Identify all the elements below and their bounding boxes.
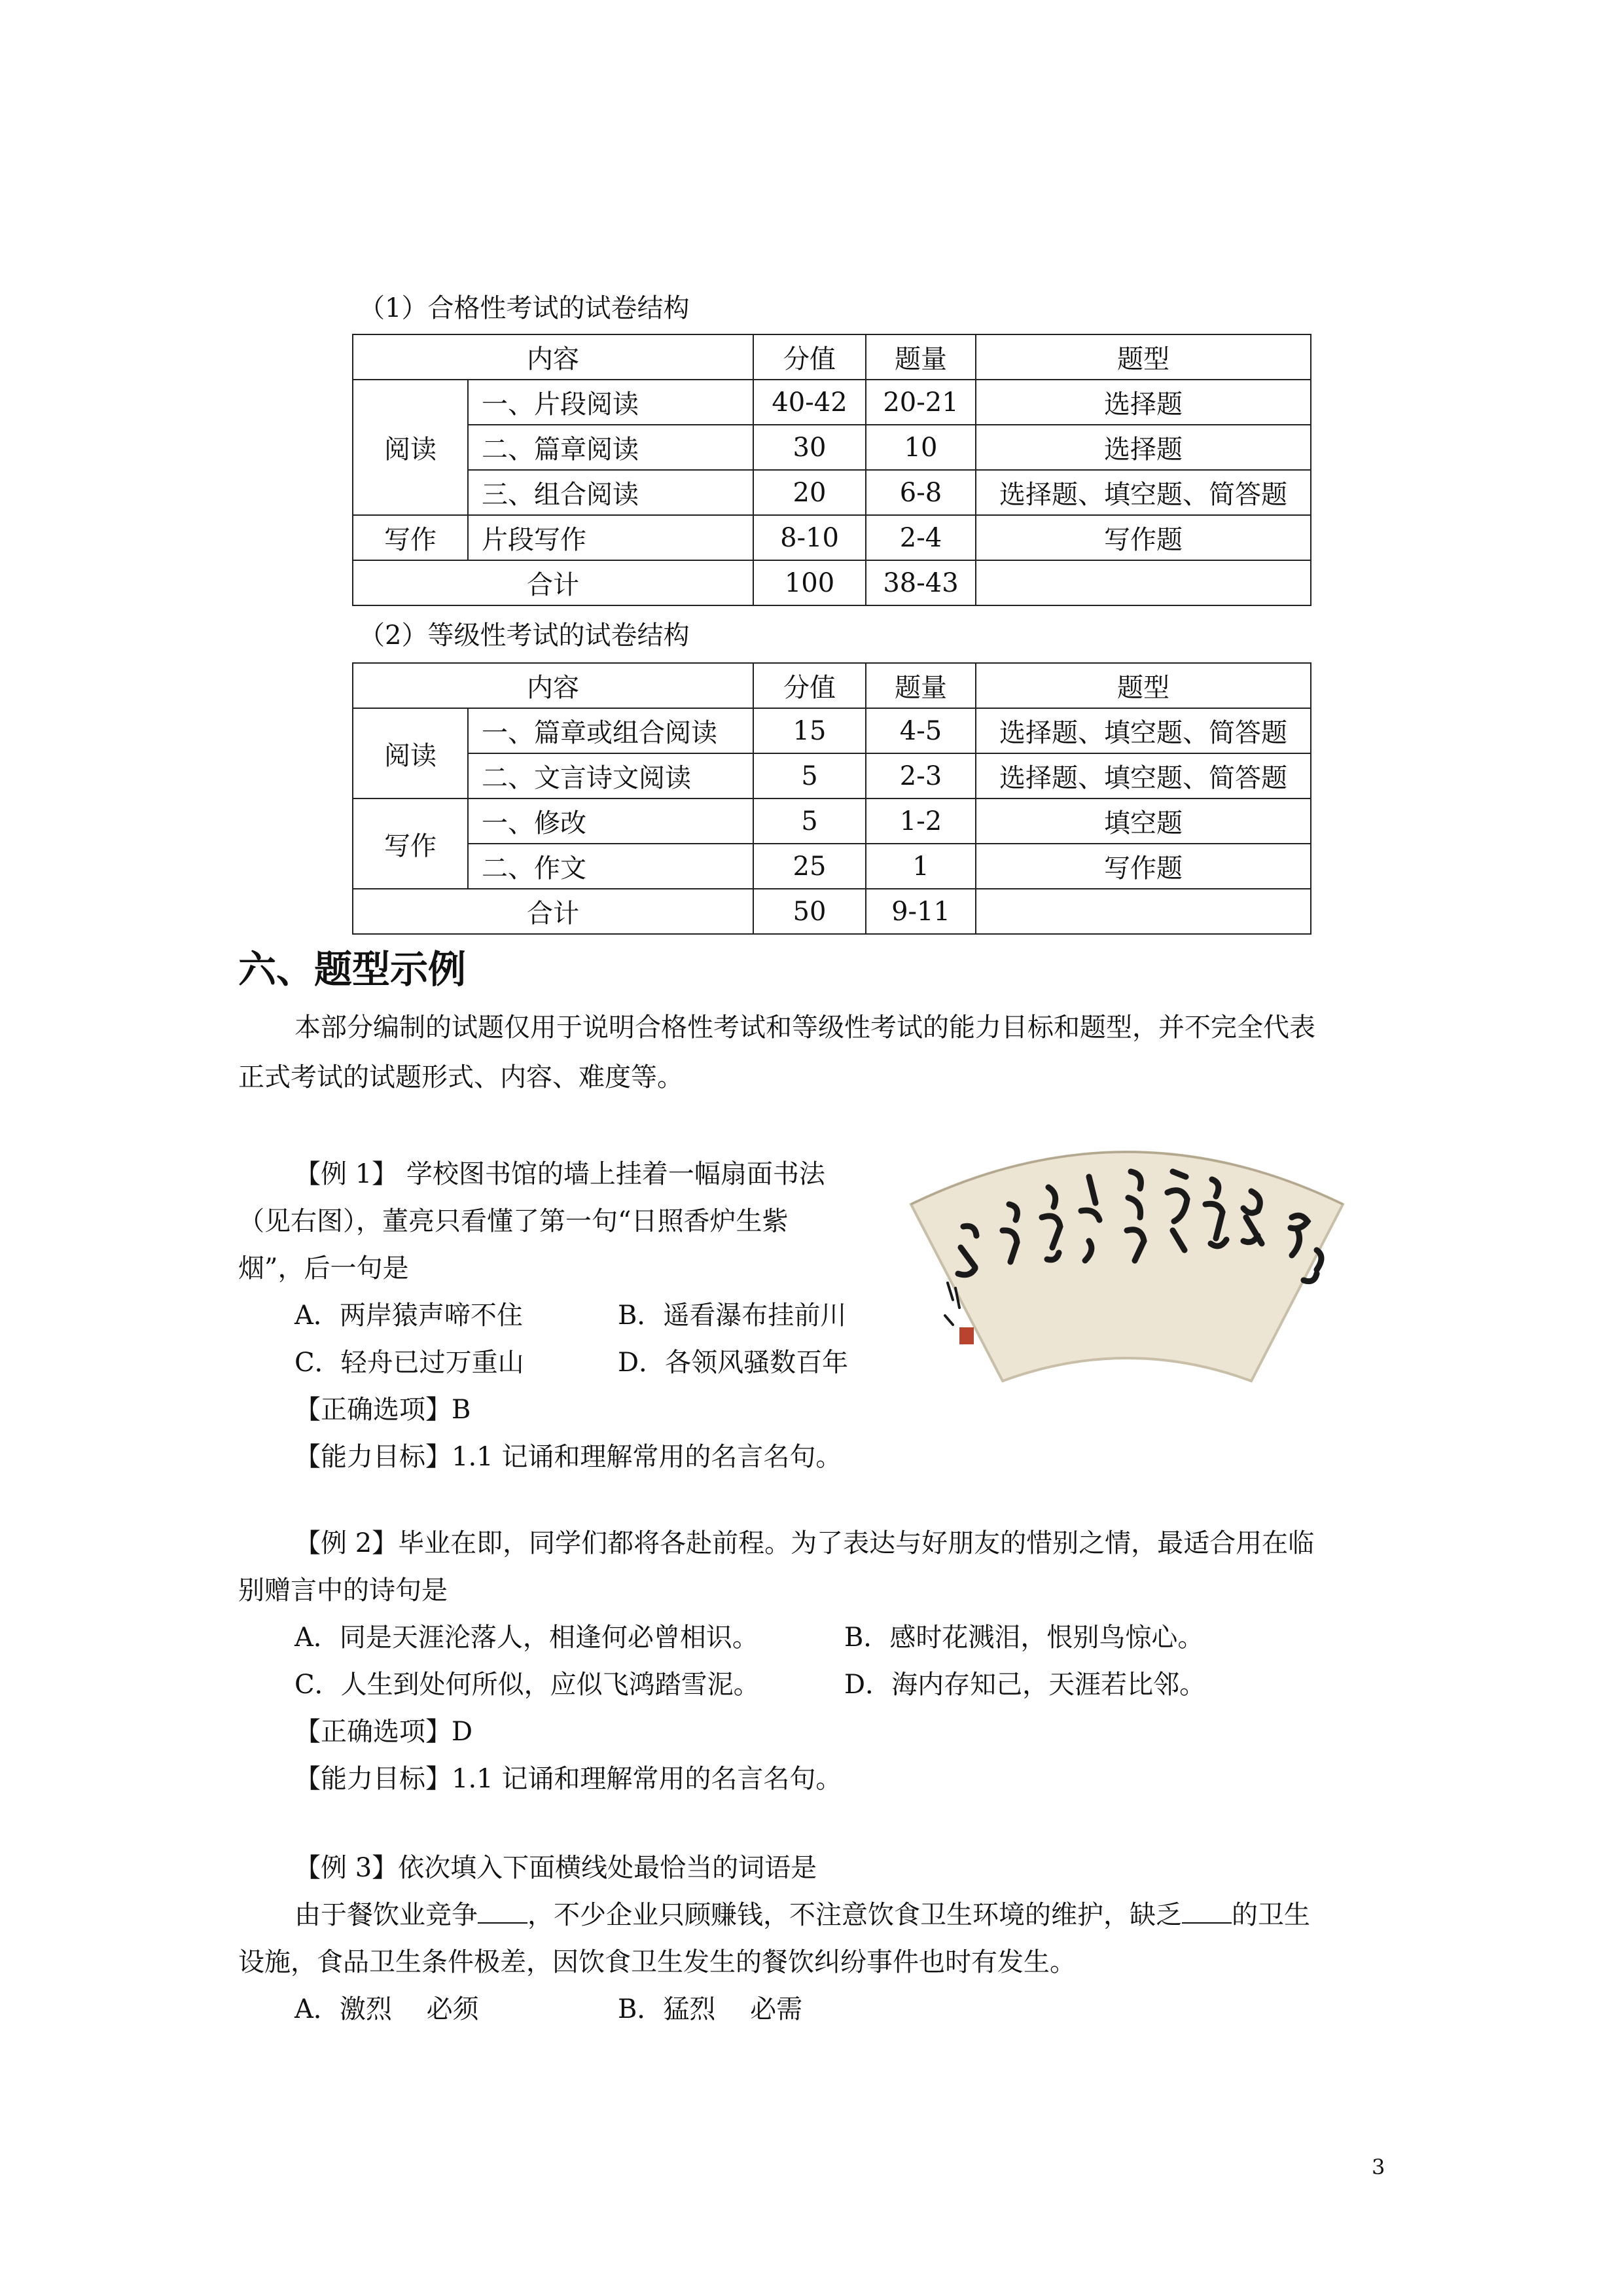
table-header-row <box>353 334 1311 380</box>
row-score: 5 <box>753 798 866 844</box>
table1-caption: （1）合格性考试的试卷结构 <box>359 293 690 323</box>
example2-option-b: B．感时花溅泪，恨别鸟惊心。 <box>844 1623 1204 1653</box>
row-score: 5 <box>753 753 866 798</box>
header-content: 内容 <box>353 334 753 380</box>
group-reading: 阅读 <box>353 708 468 798</box>
table-row <box>353 425 1311 470</box>
row-score: 8-10 <box>753 515 866 560</box>
total-count: 9-11 <box>866 889 976 934</box>
example2-option-a: A．同是天涯沦落人，相逢何必曾相识。 <box>294 1623 758 1653</box>
total-type <box>976 889 1311 934</box>
example1-ability-target: 【能力目标】1.1 记诵和理解常用的名言名句。 <box>294 1442 842 1472</box>
row-item: 二、作文 <box>468 844 753 889</box>
row-type: 选择题、填空题、简答题 <box>976 753 1311 798</box>
header-count: 题量 <box>866 663 976 708</box>
group-writing: 写作 <box>353 798 468 889</box>
table-row <box>353 753 1311 798</box>
table2 <box>352 662 1311 935</box>
table-row <box>353 515 1311 560</box>
total-label: 合计 <box>353 889 753 934</box>
section-heading: 六、题型示例 <box>238 947 467 992</box>
example3-text-part1: 由于餐饮业竞争 <box>294 1900 478 1930</box>
blank-line <box>478 1900 527 1924</box>
example3-text-part2: ，不少企业只顾赚钱，不注意饮食卫生环境的维护，缺乏 <box>527 1900 1182 1930</box>
intro-line-1: 本部分编制的试题仅用于说明合格性考试和等级性考试的能力目标和题型，并不完全代表 <box>294 1013 1315 1043</box>
table2-caption: （2）等级性考试的试卷结构 <box>359 620 690 651</box>
header-count: 题量 <box>866 334 976 380</box>
example1-option-d: D．各领风骚数百年 <box>618 1348 849 1378</box>
row-item: 二、篇章阅读 <box>468 425 753 470</box>
row-count: 4-5 <box>866 708 976 753</box>
row-type: 写作题 <box>976 515 1311 560</box>
row-score: 25 <box>753 844 866 889</box>
table1 <box>352 334 1311 606</box>
example3-option-a: A．激烈 必须 <box>294 1994 479 2024</box>
group-reading: 阅读 <box>353 380 468 515</box>
row-type: 选择题、填空题、简答题 <box>976 470 1311 515</box>
row-item: 片段写作 <box>468 515 753 560</box>
page-number: 3 <box>1372 2155 1385 2179</box>
row-type: 选择题、填空题、简答题 <box>976 708 1311 753</box>
row-count: 2-3 <box>866 753 976 798</box>
row-count: 10 <box>866 425 976 470</box>
example3-line-1: 【例 3】依次填入下面横线处最恰当的词语是 <box>294 1853 817 1883</box>
total-score: 100 <box>753 560 866 605</box>
example3-option-b: B．猛烈 必需 <box>618 1994 803 2024</box>
example1-option-b: B．遥看瀑布挂前川 <box>618 1300 847 1331</box>
example1-option-a: A．两岸猿声啼不住 <box>294 1300 523 1331</box>
example1-line-1: 【例 1】 学校图书馆的墙上挂着一幅扇面书法 <box>294 1159 825 1189</box>
row-type: 写作题 <box>976 844 1311 889</box>
row-score: 40-42 <box>753 380 866 425</box>
example1-answer: 【正确选项】B <box>294 1395 471 1425</box>
example3-body-line-1 <box>294 1892 1310 1939</box>
seal-stamp <box>959 1327 974 1344</box>
row-count: 1 <box>866 844 976 889</box>
table-total-row <box>353 560 1311 605</box>
table-row <box>353 708 1311 753</box>
table-row <box>353 798 1311 844</box>
row-score: 15 <box>753 708 866 753</box>
header-content: 内容 <box>353 663 753 708</box>
example1-line-2: （见右图），董亮只看懂了第一句“日照香炉生紫 <box>238 1206 789 1236</box>
row-score: 30 <box>753 425 866 470</box>
row-count: 6-8 <box>866 470 976 515</box>
example2-line-2: 别赠言中的诗句是 <box>238 1575 448 1605</box>
row-type: 选择题 <box>976 425 1311 470</box>
row-item: 一、修改 <box>468 798 753 844</box>
row-item: 二、文言诗文阅读 <box>468 753 753 798</box>
example1-option-c: C．轻舟已过万重山 <box>294 1348 524 1378</box>
header-score: 分值 <box>753 663 866 708</box>
fan-calligraphy-image <box>885 1119 1369 1394</box>
example2-option-d: D．海内存知己，天涯若比邻。 <box>844 1670 1206 1700</box>
example2-ability-target: 【能力目标】1.1 记诵和理解常用的名言名句。 <box>294 1764 842 1794</box>
group-writing: 写作 <box>353 515 468 560</box>
row-type: 填空题 <box>976 798 1311 844</box>
row-count: 1-2 <box>866 798 976 844</box>
example2-option-c: C．人生到处何所似，应似飞鸿踏雪泥。 <box>294 1670 760 1700</box>
example3-body-line-2: 设施，食品卫生条件极差，因饮食卫生发生的餐饮纠纷事件也时有发生。 <box>238 1947 1076 1977</box>
table-row <box>353 844 1311 889</box>
header-type: 题型 <box>976 663 1311 708</box>
total-score: 50 <box>753 889 866 934</box>
table-row <box>353 380 1311 425</box>
header-score: 分值 <box>753 334 866 380</box>
row-score: 20 <box>753 470 866 515</box>
blank-line <box>1182 1900 1232 1924</box>
example3-text-part3: 的卫生 <box>1232 1900 1310 1930</box>
example2-answer: 【正确选项】D <box>294 1717 473 1747</box>
row-item: 一、篇章或组合阅读 <box>468 708 753 753</box>
header-type: 题型 <box>976 334 1311 380</box>
example1-line-3: 烟”，后一句是 <box>238 1253 409 1283</box>
row-type: 选择题 <box>976 380 1311 425</box>
row-item: 三、组合阅读 <box>468 470 753 515</box>
total-label: 合计 <box>353 560 753 605</box>
row-item: 一、片段阅读 <box>468 380 753 425</box>
row-count: 2-4 <box>866 515 976 560</box>
total-count: 38-43 <box>866 560 976 605</box>
example2-line-1: 【例 2】毕业在即，同学们都将各赴前程。为了表达与好朋友的惜别之情，最适合用在临 <box>294 1528 1315 1558</box>
total-type <box>976 560 1311 605</box>
table-row <box>353 470 1311 515</box>
row-count: 20-21 <box>866 380 976 425</box>
table-total-row <box>353 889 1311 934</box>
intro-line-2: 正式考试的试题形式、内容、难度等。 <box>238 1062 683 1092</box>
table-header-row <box>353 663 1311 708</box>
